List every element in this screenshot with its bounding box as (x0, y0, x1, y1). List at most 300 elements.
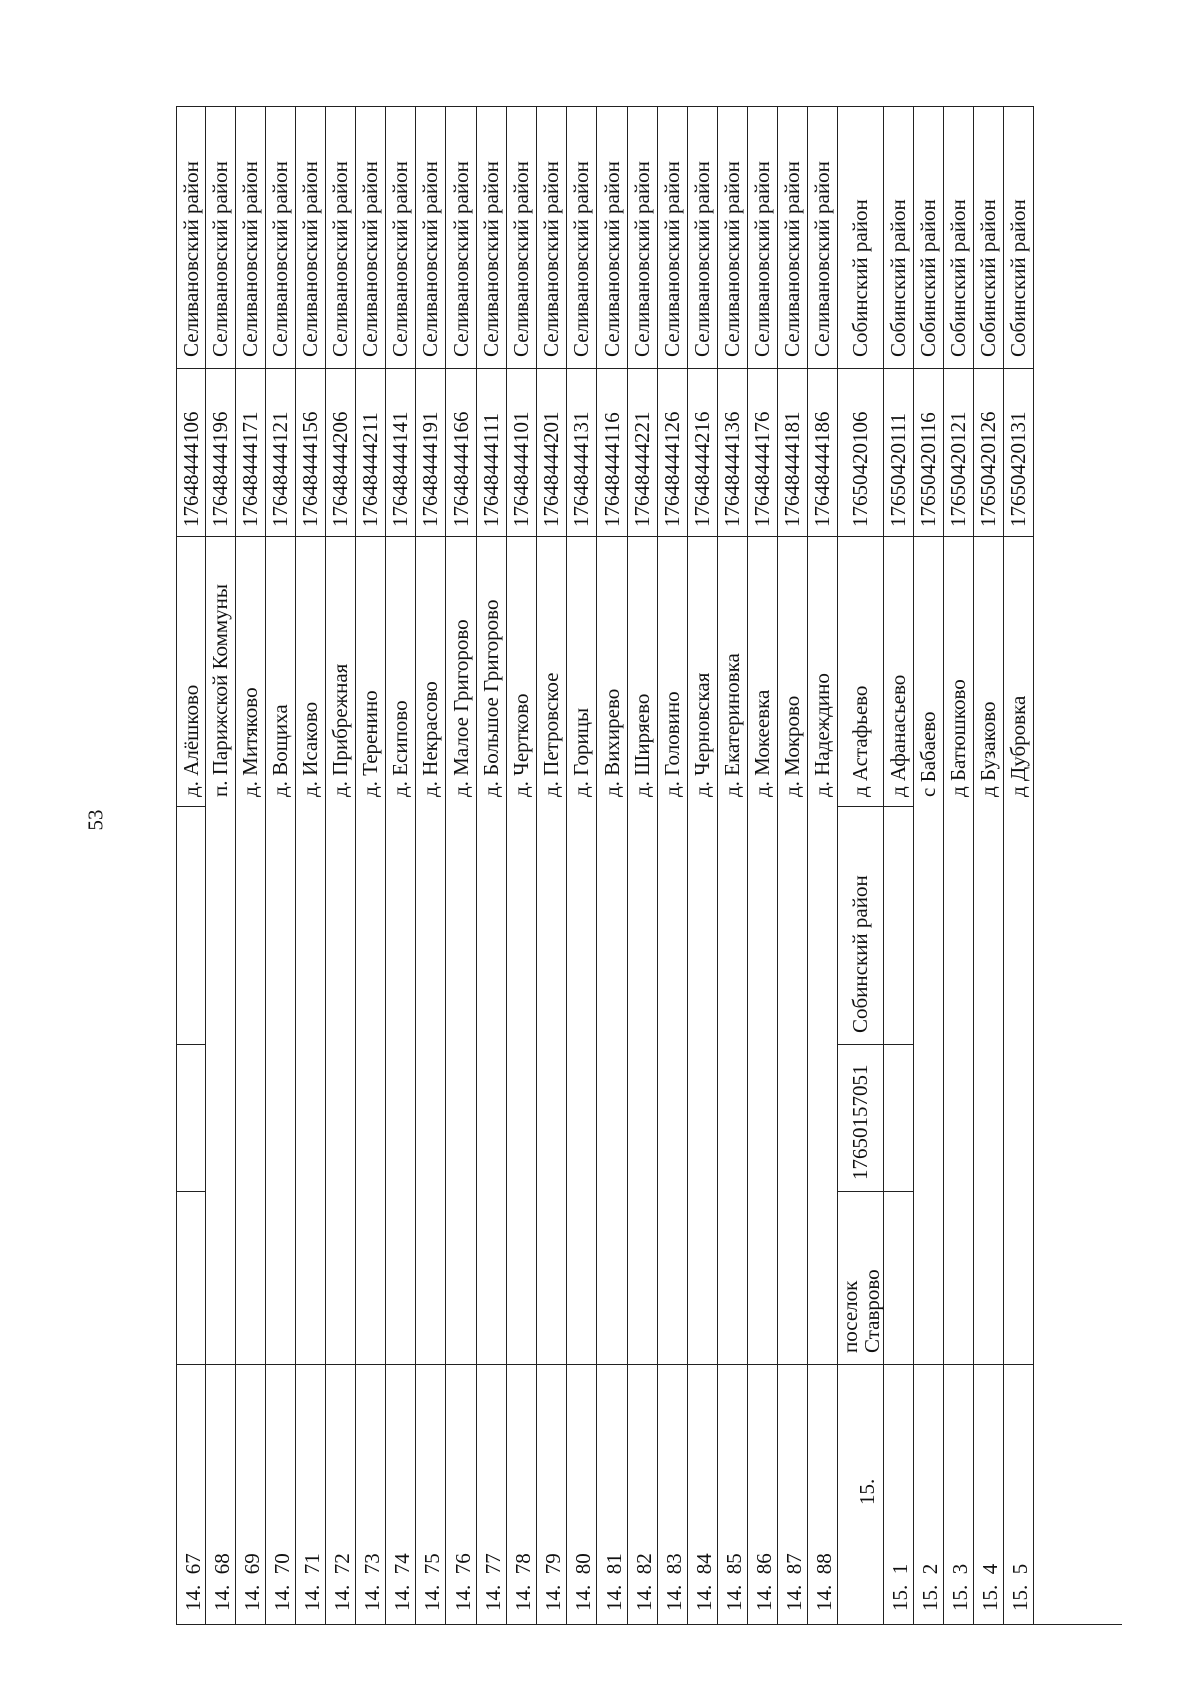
cell-municipality (266, 806, 295, 1044)
cell-oktmo (236, 368, 265, 536)
row-index (980, 1564, 1001, 1611)
text-oktmo: 17648444126 (660, 411, 684, 527)
cell-municipality (597, 806, 627, 1044)
text-municipality: Собинский район (848, 875, 872, 1033)
table-row (658, 106, 688, 1624)
table-row (884, 106, 914, 1624)
cell-code (914, 1044, 943, 1191)
text-locality: д. Екатериновка (720, 653, 744, 797)
text-oktmo: 17648444166 (448, 411, 473, 527)
cell-index (658, 1364, 687, 1624)
item-number: 74 (390, 1553, 414, 1575)
cell-district (177, 106, 205, 368)
cell-locality (688, 536, 717, 806)
cell-oktmo (838, 368, 883, 536)
cell-municipality (416, 806, 445, 1044)
cell-index (628, 1364, 657, 1624)
cell-oktmo (628, 368, 657, 536)
cell-code (944, 1044, 973, 1191)
cell-locality (236, 536, 265, 806)
cell-oktmo (884, 368, 913, 536)
text-locality: д. Малое Григорово (448, 619, 473, 797)
cell-locality (914, 536, 943, 806)
row-index (483, 1553, 504, 1611)
text-district: Селивановский район (660, 161, 684, 357)
text-district: Селивановский район (418, 161, 442, 357)
cell-settlement (206, 1191, 235, 1364)
cell-settlement (658, 1191, 687, 1364)
cell-locality (1004, 536, 1033, 806)
row-index (450, 1553, 475, 1611)
text-locality: д Бузаково (976, 701, 1000, 797)
item-number: 87 (782, 1553, 806, 1575)
cell-locality (944, 536, 973, 806)
section-number: 14. (662, 1584, 686, 1611)
row-index (694, 1553, 715, 1611)
table-row (176, 106, 206, 1624)
cell-index (914, 1364, 943, 1624)
cell-code (974, 1044, 1003, 1191)
text-locality: д. Большое Григорово (479, 599, 503, 797)
section-number: 15. (1008, 1584, 1032, 1611)
table-row (778, 106, 808, 1624)
cell-district (416, 106, 445, 368)
text-oktmo: 17648444136 (720, 411, 744, 527)
table-row (1004, 106, 1034, 1624)
text-locality: д. Черновская (690, 672, 714, 797)
cell-municipality (386, 806, 415, 1044)
section-number: 14. (632, 1584, 656, 1611)
cell-oktmo (507, 368, 536, 536)
cell-municipality (326, 806, 355, 1044)
cell-settlement (296, 1191, 325, 1364)
cell-locality (884, 536, 913, 806)
cell-oktmo (1004, 368, 1033, 536)
table-row (974, 106, 1004, 1624)
cell-settlement (944, 1191, 973, 1364)
text-oktmo: 17648444116 (599, 412, 624, 527)
row-index (302, 1553, 323, 1611)
text-district: Селивановский район (298, 161, 322, 357)
item-number: 70 (270, 1553, 294, 1575)
cell-district (778, 106, 807, 368)
text-locality: д. Надеждино (810, 673, 834, 797)
cell-oktmo (177, 368, 205, 536)
table-row (628, 106, 658, 1624)
cell-index (177, 1364, 205, 1624)
item-number: 2 (918, 1563, 942, 1575)
cell-oktmo (446, 368, 476, 536)
cell-municipality (748, 806, 777, 1044)
section-number: 14. (420, 1584, 444, 1611)
row-index (332, 1553, 353, 1611)
text-locality: д Батюшково (946, 679, 970, 797)
text-oktmo: 17648444171 (238, 411, 262, 527)
section-number: 14. (210, 1584, 234, 1611)
cell-oktmo (778, 368, 807, 536)
cell-settlement (597, 1191, 627, 1364)
text-locality: д. Петровское (539, 672, 563, 797)
page-number (83, 800, 108, 840)
table-row (808, 106, 838, 1624)
cell-municipality (718, 806, 747, 1044)
cell-index (416, 1364, 445, 1624)
cell-settlement (236, 1191, 265, 1364)
cell-district (507, 106, 536, 368)
cell-code (808, 1044, 837, 1191)
cell-locality (416, 536, 445, 806)
cell-municipality (884, 806, 913, 1044)
text-oktmo: 17650420116 (916, 412, 940, 527)
section-number: 15. (948, 1584, 972, 1611)
cell-index (597, 1364, 627, 1624)
cell-oktmo (567, 368, 596, 536)
text-district: Селивановский район (780, 161, 804, 357)
text-oktmo: 17648444156 (298, 411, 322, 527)
text-district: Селивановский район (539, 161, 563, 357)
cell-code (838, 1044, 883, 1191)
text-locality: д. Мокрово (780, 695, 804, 797)
cell-code (628, 1044, 657, 1191)
cell-municipality (507, 806, 536, 1044)
text-oktmo: 17648444206 (328, 411, 352, 527)
item-number: 68 (210, 1553, 234, 1575)
cell-oktmo (748, 368, 777, 536)
cell-code (416, 1044, 445, 1191)
text-district: Селивановский район (448, 161, 473, 357)
cell-municipality (177, 806, 205, 1044)
table-row (416, 106, 446, 1624)
cell-district (914, 106, 943, 368)
text-district: Селивановский район (569, 161, 593, 357)
text-locality: д. Мокеевка (750, 689, 774, 797)
cell-municipality (778, 806, 807, 1044)
row-index (513, 1553, 534, 1611)
cell-municipality (206, 806, 235, 1044)
cell-municipality (838, 806, 883, 1044)
text-locality: п. Парижской Коммуны (208, 583, 232, 797)
item-number: 72 (330, 1553, 354, 1575)
cell-oktmo (944, 368, 973, 536)
cell-settlement (884, 1191, 913, 1364)
cell-district (326, 106, 355, 368)
text-oktmo: 17648444201 (539, 411, 563, 527)
cell-code (567, 1044, 596, 1191)
row-index (857, 1468, 878, 1505)
cell-code (386, 1044, 415, 1191)
cell-settlement (628, 1191, 657, 1364)
text-oktmo: 17648444221 (630, 411, 654, 527)
row-index (362, 1553, 383, 1611)
cell-district (266, 106, 295, 368)
item-number: 82 (632, 1553, 656, 1575)
row-index (392, 1553, 413, 1611)
cell-locality (748, 536, 777, 806)
table-row (236, 106, 266, 1624)
cell-district (477, 106, 506, 368)
row-index (950, 1564, 971, 1611)
cell-municipality (537, 806, 566, 1044)
item-number: 5 (1008, 1563, 1032, 1575)
text-district: Собинский район (976, 199, 1000, 357)
cell-settlement (356, 1191, 385, 1364)
cell-oktmo (658, 368, 687, 536)
section-number: 14. (360, 1584, 384, 1611)
text-district: Селивановский район (268, 161, 292, 357)
cell-index (748, 1364, 777, 1624)
cell-district (944, 106, 973, 368)
cell-settlement (386, 1191, 415, 1364)
section-number: 14. (511, 1584, 535, 1611)
cell-code (326, 1044, 355, 1191)
item-number: 84 (692, 1553, 716, 1575)
table-row (914, 106, 944, 1624)
table-row (567, 106, 597, 1624)
cell-settlement (838, 1191, 883, 1364)
row-index (1010, 1564, 1031, 1611)
cell-code (507, 1044, 536, 1191)
cell-code (748, 1044, 777, 1191)
row-index (212, 1553, 233, 1611)
row-index (920, 1564, 941, 1611)
item-number: 75 (420, 1553, 444, 1575)
item-number: 78 (511, 1553, 535, 1575)
cell-locality (266, 536, 295, 806)
text-district: Селивановский район (690, 161, 714, 357)
cell-code (688, 1044, 717, 1191)
text-oktmo: 17648444196 (208, 411, 232, 527)
cell-municipality (914, 806, 943, 1044)
cell-settlement (537, 1191, 566, 1364)
text-district: Селивановский район (238, 161, 262, 357)
cell-municipality (658, 806, 687, 1044)
text-oktmo: 17650420111 (886, 413, 910, 527)
text-locality: д. Головино (660, 691, 684, 797)
cell-settlement (416, 1191, 445, 1364)
cell-district (628, 106, 657, 368)
cell-municipality (944, 806, 973, 1044)
item-number: 79 (541, 1553, 565, 1575)
cell-index (446, 1364, 476, 1624)
cell-code (778, 1044, 807, 1191)
cell-locality (808, 536, 837, 806)
text-district: Селивановский район (388, 161, 412, 357)
cell-district (236, 106, 265, 368)
text-locality: д. Ширяево (630, 693, 654, 797)
item-number: 69 (240, 1553, 264, 1575)
text-oktmo: 17648444106 (179, 411, 203, 527)
cell-index (567, 1364, 596, 1624)
cell-oktmo (477, 368, 506, 536)
cell-district (296, 106, 325, 368)
cell-index (507, 1364, 536, 1624)
cell-oktmo (416, 368, 445, 536)
cell-district (537, 106, 566, 368)
table-row (477, 106, 507, 1624)
cell-municipality (446, 806, 476, 1044)
rotated-data-table (176, 106, 1122, 1624)
cell-municipality (567, 806, 596, 1044)
cell-municipality (477, 806, 506, 1044)
text-oktmo: 17648444141 (388, 411, 412, 527)
cell-index (778, 1364, 807, 1624)
text-oktmo: 17648444101 (509, 411, 533, 527)
section-number: 14. (481, 1584, 505, 1611)
cell-settlement (326, 1191, 355, 1364)
row-index (634, 1553, 655, 1611)
section-number: 14. (330, 1584, 354, 1611)
cell-index (884, 1364, 913, 1624)
section-number: 14. (390, 1584, 414, 1611)
text-oktmo: 17648444186 (810, 411, 834, 527)
cell-oktmo (537, 368, 566, 536)
cell-oktmo (974, 368, 1003, 536)
cell-locality (206, 536, 235, 806)
text-locality: д. Прибрежная (328, 663, 352, 797)
cell-settlement (974, 1191, 1003, 1364)
cell-locality (718, 536, 747, 806)
cell-index (326, 1364, 355, 1624)
table-row (296, 106, 326, 1624)
cell-district (446, 106, 476, 368)
cell-settlement (718, 1191, 747, 1364)
section-number: 14. (541, 1584, 565, 1611)
cell-code (884, 1044, 913, 1191)
item-number: 80 (571, 1553, 595, 1575)
cell-municipality (1004, 806, 1033, 1044)
text-district: Собинский район (886, 199, 910, 357)
cell-municipality (628, 806, 657, 1044)
cell-oktmo (914, 368, 943, 536)
cell-index (236, 1364, 265, 1624)
cell-district (597, 106, 627, 368)
text-oktmo: 17648444121 (268, 411, 292, 527)
cell-district (206, 106, 235, 368)
cell-locality (778, 536, 807, 806)
cell-locality (386, 536, 415, 806)
cell-oktmo (688, 368, 717, 536)
text-district: Селивановский район (810, 161, 834, 357)
cell-index (688, 1364, 717, 1624)
table-row (356, 106, 386, 1624)
section-number: 14. (722, 1584, 746, 1611)
cell-municipality (296, 806, 325, 1044)
cell-code (477, 1044, 506, 1191)
text-district: Собинский район (946, 199, 970, 357)
section-number: 14. (270, 1584, 294, 1611)
cell-index (386, 1364, 415, 1624)
cell-oktmo (296, 368, 325, 536)
table-row (537, 106, 567, 1624)
item-number: 73 (360, 1553, 384, 1575)
cell-locality (296, 536, 325, 806)
cell-code (296, 1044, 325, 1191)
row-index (724, 1553, 745, 1611)
row-index (272, 1553, 293, 1611)
cell-index (537, 1364, 566, 1624)
cell-code (446, 1044, 476, 1191)
item-number: 85 (722, 1553, 746, 1575)
item-number: 76 (450, 1553, 475, 1575)
item-number: 88 (812, 1553, 836, 1575)
cell-settlement (477, 1191, 506, 1364)
table-row (446, 106, 477, 1624)
text-district: Селивановский район (599, 161, 624, 357)
text-locality: д. Алёшково (179, 684, 203, 797)
cell-settlement (266, 1191, 295, 1364)
cell-locality (446, 536, 476, 806)
table-row (326, 106, 356, 1624)
section-number: 15. (978, 1584, 1002, 1611)
cell-district (386, 106, 415, 368)
cell-index (718, 1364, 747, 1624)
table-row (718, 106, 748, 1624)
cell-district (884, 106, 913, 368)
text-oktmo: 17648444111 (479, 413, 503, 527)
item-number: 71 (300, 1553, 324, 1575)
cell-district (688, 106, 717, 368)
cell-code (658, 1044, 687, 1191)
cell-code (537, 1044, 566, 1191)
text-locality: д Астафьево (848, 685, 872, 797)
cell-oktmo (386, 368, 415, 536)
cell-oktmo (718, 368, 747, 536)
cell-oktmo (266, 368, 295, 536)
text-locality: д. Теренино (358, 690, 382, 797)
cell-index (1004, 1364, 1033, 1624)
cell-locality (177, 536, 205, 806)
cell-code (1004, 1044, 1033, 1191)
cell-settlement (507, 1191, 536, 1364)
text-oktmo: 17650420131 (1006, 411, 1030, 527)
cell-settlement (914, 1191, 943, 1364)
cell-index (808, 1364, 837, 1624)
row-index (601, 1553, 626, 1611)
text-district: Селивановский район (179, 161, 203, 357)
section-number: 14. (181, 1584, 205, 1611)
cell-locality (974, 536, 1003, 806)
text-oktmo: 17648444191 (418, 411, 442, 527)
item-number: 77 (481, 1553, 505, 1575)
cell-district (567, 106, 596, 368)
cell-code (206, 1044, 235, 1191)
table-row (688, 106, 718, 1624)
cell-municipality (974, 806, 1003, 1044)
cell-district (808, 106, 837, 368)
row-index (242, 1553, 263, 1611)
text-oktmo: 17650420106 (848, 411, 872, 527)
cell-district (748, 106, 777, 368)
cell-district (1004, 106, 1033, 368)
table-row (386, 106, 416, 1624)
cell-index (206, 1364, 235, 1624)
text-locality: д. Вихирево (599, 688, 624, 797)
text-oktmo: 17650420121 (946, 411, 970, 527)
cell-settlement (778, 1191, 807, 1364)
cell-district (356, 106, 385, 368)
cell-oktmo (597, 368, 627, 536)
cell-code (597, 1044, 627, 1191)
cell-code (236, 1044, 265, 1191)
item-number: 3 (948, 1563, 972, 1575)
text-district: Селивановский район (328, 161, 352, 357)
cell-municipality (808, 806, 837, 1044)
text-locality: д. Некрасово (418, 681, 442, 797)
item-number: 86 (752, 1553, 776, 1575)
row-index (573, 1553, 594, 1611)
cell-code (718, 1044, 747, 1191)
cell-settlement (177, 1191, 205, 1364)
